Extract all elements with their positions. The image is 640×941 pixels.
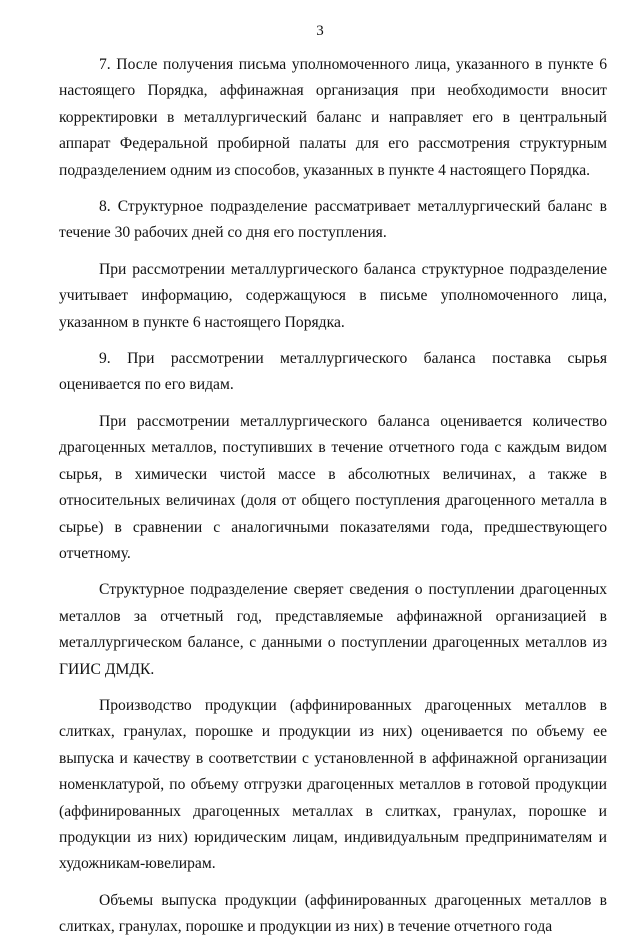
paragraph-item-9: 9. При рассмотрении металлургического баланса поставка сырья оценивается по его видам.	[59, 350, 607, 394]
paragraph-item-9-output-volumes: Объемы выпуска продукции (аффинированных драгоценных металлов в слитках, гранулах, порошке и продукции из них) в течение отчетного года	[59, 891, 607, 936]
page-number: 3	[316, 23, 324, 39]
document-body	[59, 52, 607, 941]
paragraph-item-8-continued: При рассмотрении металлургического баланса структурное подразделение учитывает информацию, содержащуюся в письме уполномоченного лица, указанном в пункте 6 настоящего Порядка.	[59, 260, 607, 331]
paragraph-item-9-production-assessment: Производство продукции (аффинированных драгоценных металлов в слитках, гранулах, порошке и продукции из них) оценивается по объему ее выпуска и качеству в соответствии с установленной в аффинажной организации номенклатурой, по объему отгрузки драгоценных металлов в готовой продукции (аффинированных драгоценных металлах в слитках, гранулах, порошке и продукции из них) юридическим лицам, индивидуальным предпринимателям и художникам-ювелирам.	[59, 696, 607, 873]
paragraph-item-9-data-reconciliation: Структурное подразделение сверяет сведения о поступлении драгоценных металлов за отчетный год, представляемые аффинажной организацией в металлургическом балансе, с данными о поступлении драгоценных металлов из ГИИС ДМДК.	[59, 581, 607, 678]
paragraph-item-9-precious-metals-quantity: При рассмотрении металлургического баланса оценивается количество драгоценных металлов, поступивших в течение отчетного года с каждым видом сырья, в химически чистой массе в абсолютных величинах, а также в относительных величинах (доля от общего поступления драгоценного металла в сырье) в сравнении с аналогичными показателями года, предшествующего отчетному.	[59, 412, 607, 562]
paragraph-item-7: 7. После получения письма уполномоченного лица, указанного в пункте 6 настоящего Порядка, аффинажная организация при необходимости вносит корректировки в металлургический баланс и направляет его в центральный аппарат Федеральной пробирной палаты для его рассмотрения структурным подразделением одним из способов, указанных в пункте 4 настоящего Порядка.	[59, 56, 607, 179]
paragraph-item-8: 8. Структурное подразделение рассматривает металлургический баланс в течение 30 рабочих дней со дня его поступления.	[59, 198, 607, 242]
